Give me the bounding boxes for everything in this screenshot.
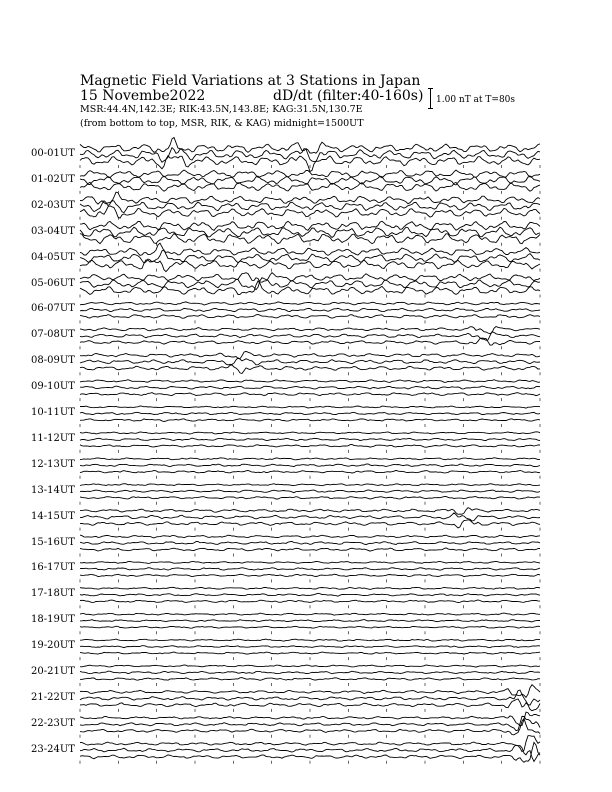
row-label: 05-06UT bbox=[31, 277, 75, 289]
trace-rik-02-03ut bbox=[80, 200, 540, 212]
trace-rik-14-15ut bbox=[80, 513, 540, 521]
trace-rik-03-04ut bbox=[80, 227, 540, 237]
trace-kag-07-08ut bbox=[80, 327, 540, 334]
trace-rik-15-16ut bbox=[80, 541, 540, 544]
trace-msr-07-08ut bbox=[80, 338, 540, 345]
row-label: 13-14UT bbox=[31, 484, 75, 496]
trace-kag-09-10ut bbox=[80, 380, 540, 383]
trace-kag-14-15ut bbox=[80, 508, 540, 515]
trace-msr-14-15ut bbox=[80, 520, 540, 528]
trace-rik-16-17ut bbox=[80, 568, 540, 571]
trace-rik-13-14ut bbox=[80, 490, 540, 493]
trace-msr-09-10ut bbox=[80, 393, 540, 396]
row-label: 16-17UT bbox=[31, 562, 75, 574]
trace-rik-19-20ut bbox=[80, 646, 540, 648]
row-label: 06-07UT bbox=[31, 303, 75, 315]
trace-msr-19-20ut bbox=[80, 652, 540, 654]
trace-msr-23-24ut bbox=[80, 742, 540, 762]
row-label: 02-03UT bbox=[31, 199, 75, 211]
row-label: 19-20UT bbox=[31, 640, 75, 652]
trace-kag-06-07ut bbox=[80, 302, 540, 305]
trace-rik-09-10ut bbox=[80, 386, 540, 389]
trace-rik-22-23ut bbox=[80, 716, 540, 730]
row-label: 17-18UT bbox=[31, 588, 75, 600]
trace-kag-18-19ut bbox=[80, 613, 540, 615]
trace-kag-02-03ut bbox=[80, 192, 540, 204]
trace-order-note: (from bottom to top, MSR, RIK, & KAG) midnight=1500UT bbox=[80, 118, 364, 129]
trace-kag-08-09ut bbox=[80, 351, 540, 358]
trace-rik-20-21ut bbox=[80, 671, 540, 674]
trace-kag-03-04ut bbox=[80, 221, 540, 230]
row-label: 21-22UT bbox=[31, 691, 75, 703]
trace-kag-19-20ut bbox=[80, 639, 540, 641]
trace-kag-13-14ut bbox=[80, 484, 540, 486]
trace-kag-05-06ut bbox=[80, 273, 540, 283]
trace-msr-03-04ut bbox=[80, 234, 540, 244]
trace-rik-01-02ut bbox=[80, 176, 540, 185]
row-label: 07-08UT bbox=[31, 329, 75, 341]
trace-msr-01-02ut bbox=[80, 182, 540, 191]
row-label: 08-09UT bbox=[31, 355, 75, 367]
trace-msr-15-16ut bbox=[80, 548, 540, 551]
row-label: 12-13UT bbox=[31, 458, 75, 470]
row-label: 03-04UT bbox=[31, 225, 75, 237]
row-label: 04-05UT bbox=[31, 251, 75, 263]
trace-rik-07-08ut bbox=[80, 332, 540, 341]
scale-label: 1.00 nT at T=80s bbox=[436, 95, 516, 105]
filter-info: dD/dt (filter:40-160s) bbox=[273, 88, 424, 104]
trace-msr-12-13ut bbox=[80, 470, 540, 473]
row-label: 22-23UT bbox=[31, 717, 75, 729]
trace-msr-22-23ut bbox=[80, 719, 540, 735]
trace-rik-18-19ut bbox=[80, 620, 540, 622]
trace-msr-06-07ut bbox=[80, 315, 540, 319]
trace-msr-10-11ut bbox=[80, 419, 540, 422]
trace-kag-10-11ut bbox=[80, 406, 540, 408]
trace-kag-11-12ut bbox=[80, 432, 540, 434]
trace-msr-11-12ut bbox=[80, 445, 540, 448]
trace-rik-17-18ut bbox=[80, 593, 540, 596]
chart-date: 15 Novembe2022 bbox=[80, 88, 206, 104]
trace-msr-17-18ut bbox=[80, 600, 540, 603]
row-label: 18-19UT bbox=[31, 614, 75, 626]
trace-rik-06-07ut bbox=[80, 308, 540, 311]
row-label: 00-01UT bbox=[31, 148, 75, 159]
trace-kag-15-16ut bbox=[80, 535, 540, 538]
row-label: 15-16UT bbox=[31, 536, 75, 548]
trace-rik-10-11ut bbox=[80, 412, 540, 414]
trace-msr-00-01ut bbox=[80, 156, 540, 172]
trace-kag-17-18ut bbox=[80, 587, 540, 589]
trace-kag-00-01ut bbox=[80, 138, 540, 154]
trace-kag-16-17ut bbox=[80, 561, 540, 563]
trace-msr-16-17ut bbox=[80, 574, 540, 577]
trace-rik-11-12ut bbox=[80, 438, 540, 440]
trace-msr-18-19ut bbox=[80, 626, 540, 628]
trace-rik-23-24ut bbox=[80, 745, 540, 761]
trace-kag-21-22ut bbox=[80, 685, 540, 698]
trace-rik-00-01ut bbox=[80, 148, 540, 163]
trace-rik-05-06ut bbox=[80, 278, 540, 290]
chart-title: Magnetic Field Variations at 3 Stations in Japan bbox=[80, 73, 421, 89]
row-label: 23-24UT bbox=[31, 743, 75, 755]
trace-kag-20-21ut bbox=[80, 665, 540, 667]
trace-msr-20-21ut bbox=[80, 678, 540, 681]
row-label: 14-15UT bbox=[31, 510, 75, 522]
row-label: 11-12UT bbox=[31, 432, 75, 444]
row-label: 10-11UT bbox=[31, 407, 75, 418]
trace-rik-12-13ut bbox=[80, 464, 540, 467]
trace-msr-13-14ut bbox=[80, 497, 540, 500]
station-coordinates: MSR:44.4N,142.3E; RIK:43.5N,143.8E; KAG:31.5N,130.7E bbox=[80, 104, 363, 115]
trace-rik-08-09ut bbox=[80, 358, 540, 365]
row-label: 09-10UT bbox=[31, 381, 75, 393]
trace-kag-12-13ut bbox=[80, 458, 540, 460]
row-label: 01-02UT bbox=[31, 173, 75, 185]
row-label: 20-21UT bbox=[31, 666, 75, 677]
